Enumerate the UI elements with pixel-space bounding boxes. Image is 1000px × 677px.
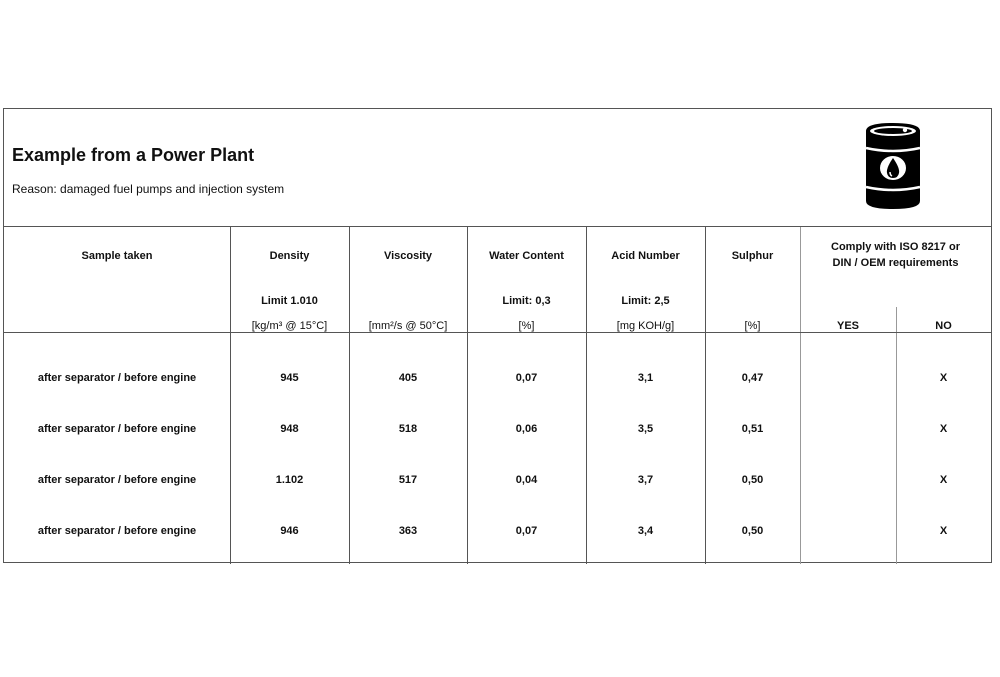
column-divider xyxy=(467,227,468,564)
row-2-density: 948 xyxy=(280,423,299,435)
row-1-no: X xyxy=(939,372,948,384)
column-divider xyxy=(705,227,706,564)
row-3-density: 1.102 xyxy=(275,474,304,486)
row-2-sample: after separator / before engine xyxy=(37,423,197,435)
row-2-no: X xyxy=(939,423,948,435)
row-3-sample: after separator / before engine xyxy=(37,474,197,486)
row-1-viscosity: 405 xyxy=(398,372,418,384)
column-divider xyxy=(800,227,801,564)
row-3-water: 0,04 xyxy=(515,474,538,486)
row-4-sulphur: 0,50 xyxy=(741,525,764,537)
column-divider xyxy=(349,227,350,564)
row-1-acid: 3,1 xyxy=(637,372,654,384)
limit-density: Limit 1.010 xyxy=(261,295,318,307)
comply-line-1: Comply with ISO 8217 or xyxy=(831,241,960,253)
row-3-acid: 3,7 xyxy=(637,474,654,486)
col-header-density: Density xyxy=(269,250,310,262)
row-3-viscosity: 517 xyxy=(398,474,418,486)
row-1-water: 0,07 xyxy=(515,372,538,384)
row-1-density: 945 xyxy=(280,372,299,384)
row-1-sample: after separator / before engine xyxy=(37,372,197,384)
report-frame xyxy=(3,108,992,563)
row-1-sulphur: 0,47 xyxy=(741,372,764,384)
row-4-water: 0,07 xyxy=(515,525,538,537)
row-4-sample: after separator / before engine xyxy=(37,525,197,537)
row-3-sulphur: 0,50 xyxy=(741,474,764,486)
comply-yes-header: YES xyxy=(836,320,859,332)
limit-water: Limit: 0,3 xyxy=(502,295,551,307)
limit-acid: Limit: 2,5 xyxy=(621,295,670,307)
unit-density: [kg/m³ @ 15°C] xyxy=(251,320,328,332)
col-header-sulphur: Sulphur xyxy=(731,250,774,262)
unit-sulphur: [%] xyxy=(744,320,761,332)
comply-line-2: DIN / OEM requirements xyxy=(832,257,959,269)
row-2-sulphur: 0,51 xyxy=(741,423,764,435)
report-header xyxy=(4,109,991,227)
unit-water: [%] xyxy=(518,320,535,332)
row-4-density: 946 xyxy=(280,525,299,537)
page-title: Example from a Power Plant xyxy=(12,145,255,165)
col-header-water: Water Content xyxy=(489,250,564,262)
col-header-comply xyxy=(800,239,991,271)
comply-no-header: NO xyxy=(935,320,952,332)
row-4-no: X xyxy=(939,525,948,537)
column-divider xyxy=(230,227,231,564)
row-3-no: X xyxy=(939,474,948,486)
oil-barrel-icon xyxy=(862,121,924,211)
row-2-viscosity: 518 xyxy=(398,423,418,435)
col-header-viscosity: Viscosity xyxy=(383,250,433,262)
row-2-acid: 3,5 xyxy=(637,423,654,435)
unit-viscosity: [mm²/s @ 50°C] xyxy=(368,320,448,332)
row-4-acid: 3,4 xyxy=(637,525,654,537)
row-4-viscosity: 363 xyxy=(398,525,418,537)
col-header-acid: Acid Number xyxy=(611,250,680,262)
unit-acid: [mg KOH/g] xyxy=(616,320,675,332)
row-2-water: 0,06 xyxy=(515,423,538,435)
page-subtitle: Reason: damaged fuel pumps and injection system xyxy=(12,182,285,196)
column-divider xyxy=(586,227,587,564)
col-header-sample: Sample taken xyxy=(81,250,153,262)
